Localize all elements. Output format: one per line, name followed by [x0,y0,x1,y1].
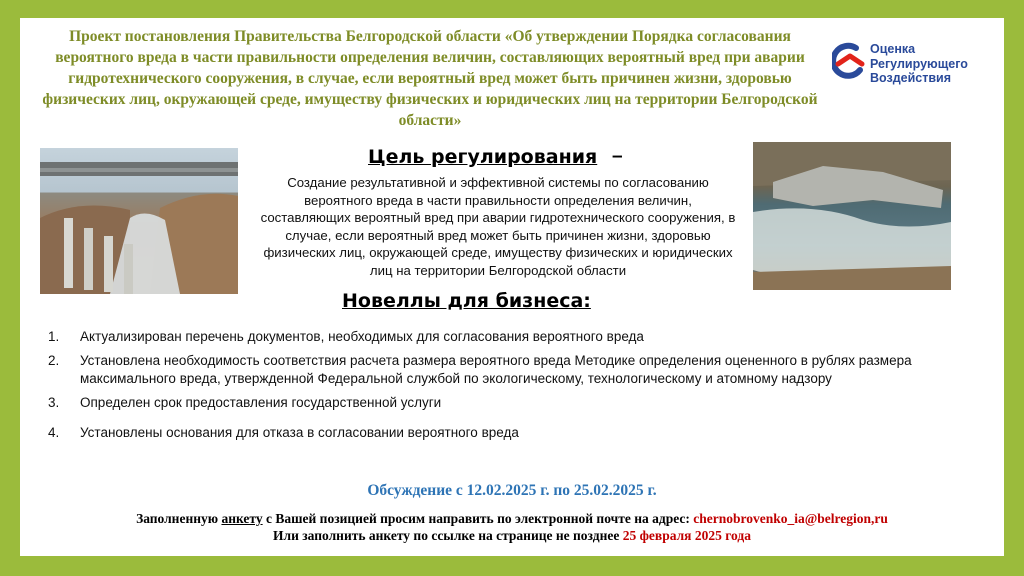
dam-failure-photo [753,142,951,290]
ria-logo-icon [832,42,866,82]
list-item-text: Актуализирован перечень документов, необходимых для согласования вероятного вреда [80,329,644,344]
slide [20,18,1004,556]
list-item-text: Определен срок предоставления государственной услуги [80,395,442,410]
goal-dash: – [612,146,623,167]
goal-title: Цель регулирования [368,146,598,168]
discussion-period: Обсуждение с 12.02.2025 г. по 25.02.2025 г. [367,482,657,499]
deadline-date: 25 февраля 2025 года [622,528,751,543]
submission-info [20,510,1004,544]
list-item-number: 3. [48,395,60,410]
logo-line-2: Регулирующего [870,56,968,71]
novelties-title: Новеллы для бизнеса: [342,290,591,312]
send-middle: с Вашей позицией просим направить по электронной почте на адрес: [266,511,690,526]
logo-line-3: Воздействия [870,71,952,85]
questionnaire-link[interactable]: анкету [221,511,263,526]
logo-line-1: Оценка [870,42,916,56]
list-item-number: 2. [48,353,60,368]
submission-line-1 [20,510,1004,527]
list-item-number: 4. [48,425,60,440]
list-item-number: 1. [48,329,60,344]
ria-logo [832,40,997,90]
link-prefix: Или заполнить анкету по ссылке на странице не позднее [273,528,620,543]
send-prefix: Заполненную [136,511,219,526]
goal-text: Создание результативной и эффективной системы по согласованию вероятного вреда в части правильности определения величин, составляющих вероятный вред при аварии гидротехнического сооружения, в случае, если вероятный вред может быть причинен жизни, здоровью физических лиц, окружающей среде, имуществу физических и юридических лиц на территории Белгородской области [260,175,736,278]
page-title: Проект постановления Правительства Белгородской области «Об утверждении Порядка согласования вероятного вреда в части правильности определения величин, составляющих вероятный вред при аварии гидротехнического сооружения, в случае, если вероятный вред может быть причинен жизни, здоровью физических лиц, окружающей среде, имуществу физических и юридических лиц на территории Белгородской области» [42,28,818,129]
list-item-text: Установлена необходимость соответствия расчета размера вероятного вреда Методике определения оцененного в рублях размера максимального вреда, утвержденной Федеральной службой по экологическому, технологическому и атомному надзору [80,353,912,386]
list-item-text: Установлены основания для отказа в согласовании вероятного вреда [80,425,519,440]
submission-line-2 [20,527,1004,544]
logo-text [870,42,968,86]
dam-construction-photo [40,148,238,294]
contact-email[interactable]: chernobrovenko_ia@belregion,ru [693,511,888,526]
